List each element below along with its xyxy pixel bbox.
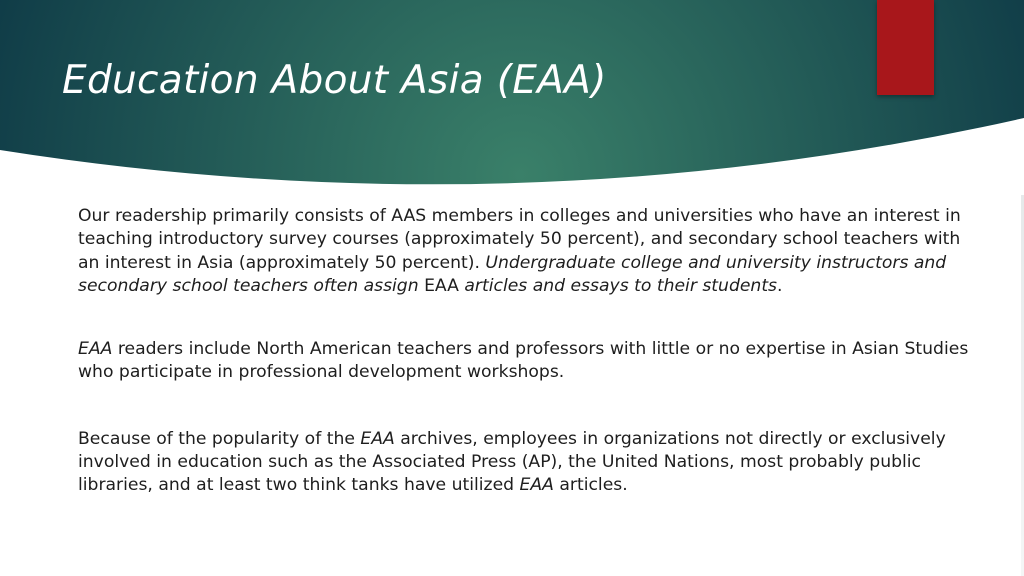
paragraph-text: archives, employees in organizations not directly or exclusively involved in education such as the Associated Press (AP), the United Nations, most probably public libraries, and at least two think tanks have utilized	[78, 428, 946, 496]
paragraph-text-italic: Undergraduate college and university instructors and secondary school teachers often assign	[78, 252, 947, 296]
paragraph-text-italic: EAA	[78, 339, 113, 360]
paragraph-archives	[78, 428, 978, 498]
paragraph-text: Because of the popularity of the	[78, 428, 361, 449]
paragraph-text-italic: EAA	[360, 428, 395, 449]
paragraph-text-italic: articles and essays to their students	[464, 275, 778, 296]
paragraph-readers	[78, 338, 978, 385]
paragraph-text-italic: EAA	[519, 475, 554, 496]
paragraph-text: articles.	[553, 475, 628, 496]
accent-bar	[877, 0, 934, 95]
slide-body	[78, 205, 978, 498]
slide-title: Education About Asia (EAA)	[62, 58, 607, 103]
paragraph-text: readers include North American teachers and professors with little or no expertise in Asian Studies who participate in professional development workshops.	[78, 339, 969, 383]
paragraph-text: EAA	[418, 275, 465, 296]
paragraph-text: .	[777, 275, 783, 296]
paragraph-readership	[78, 205, 978, 298]
paragraph-text: Our readership primarily consists of AAS members in colleges and universities who have an interest in teaching introductory survey courses (approximately 50 percent), and secondary school teachers with an interest in Asia (approximately 50 percent).	[78, 206, 961, 273]
